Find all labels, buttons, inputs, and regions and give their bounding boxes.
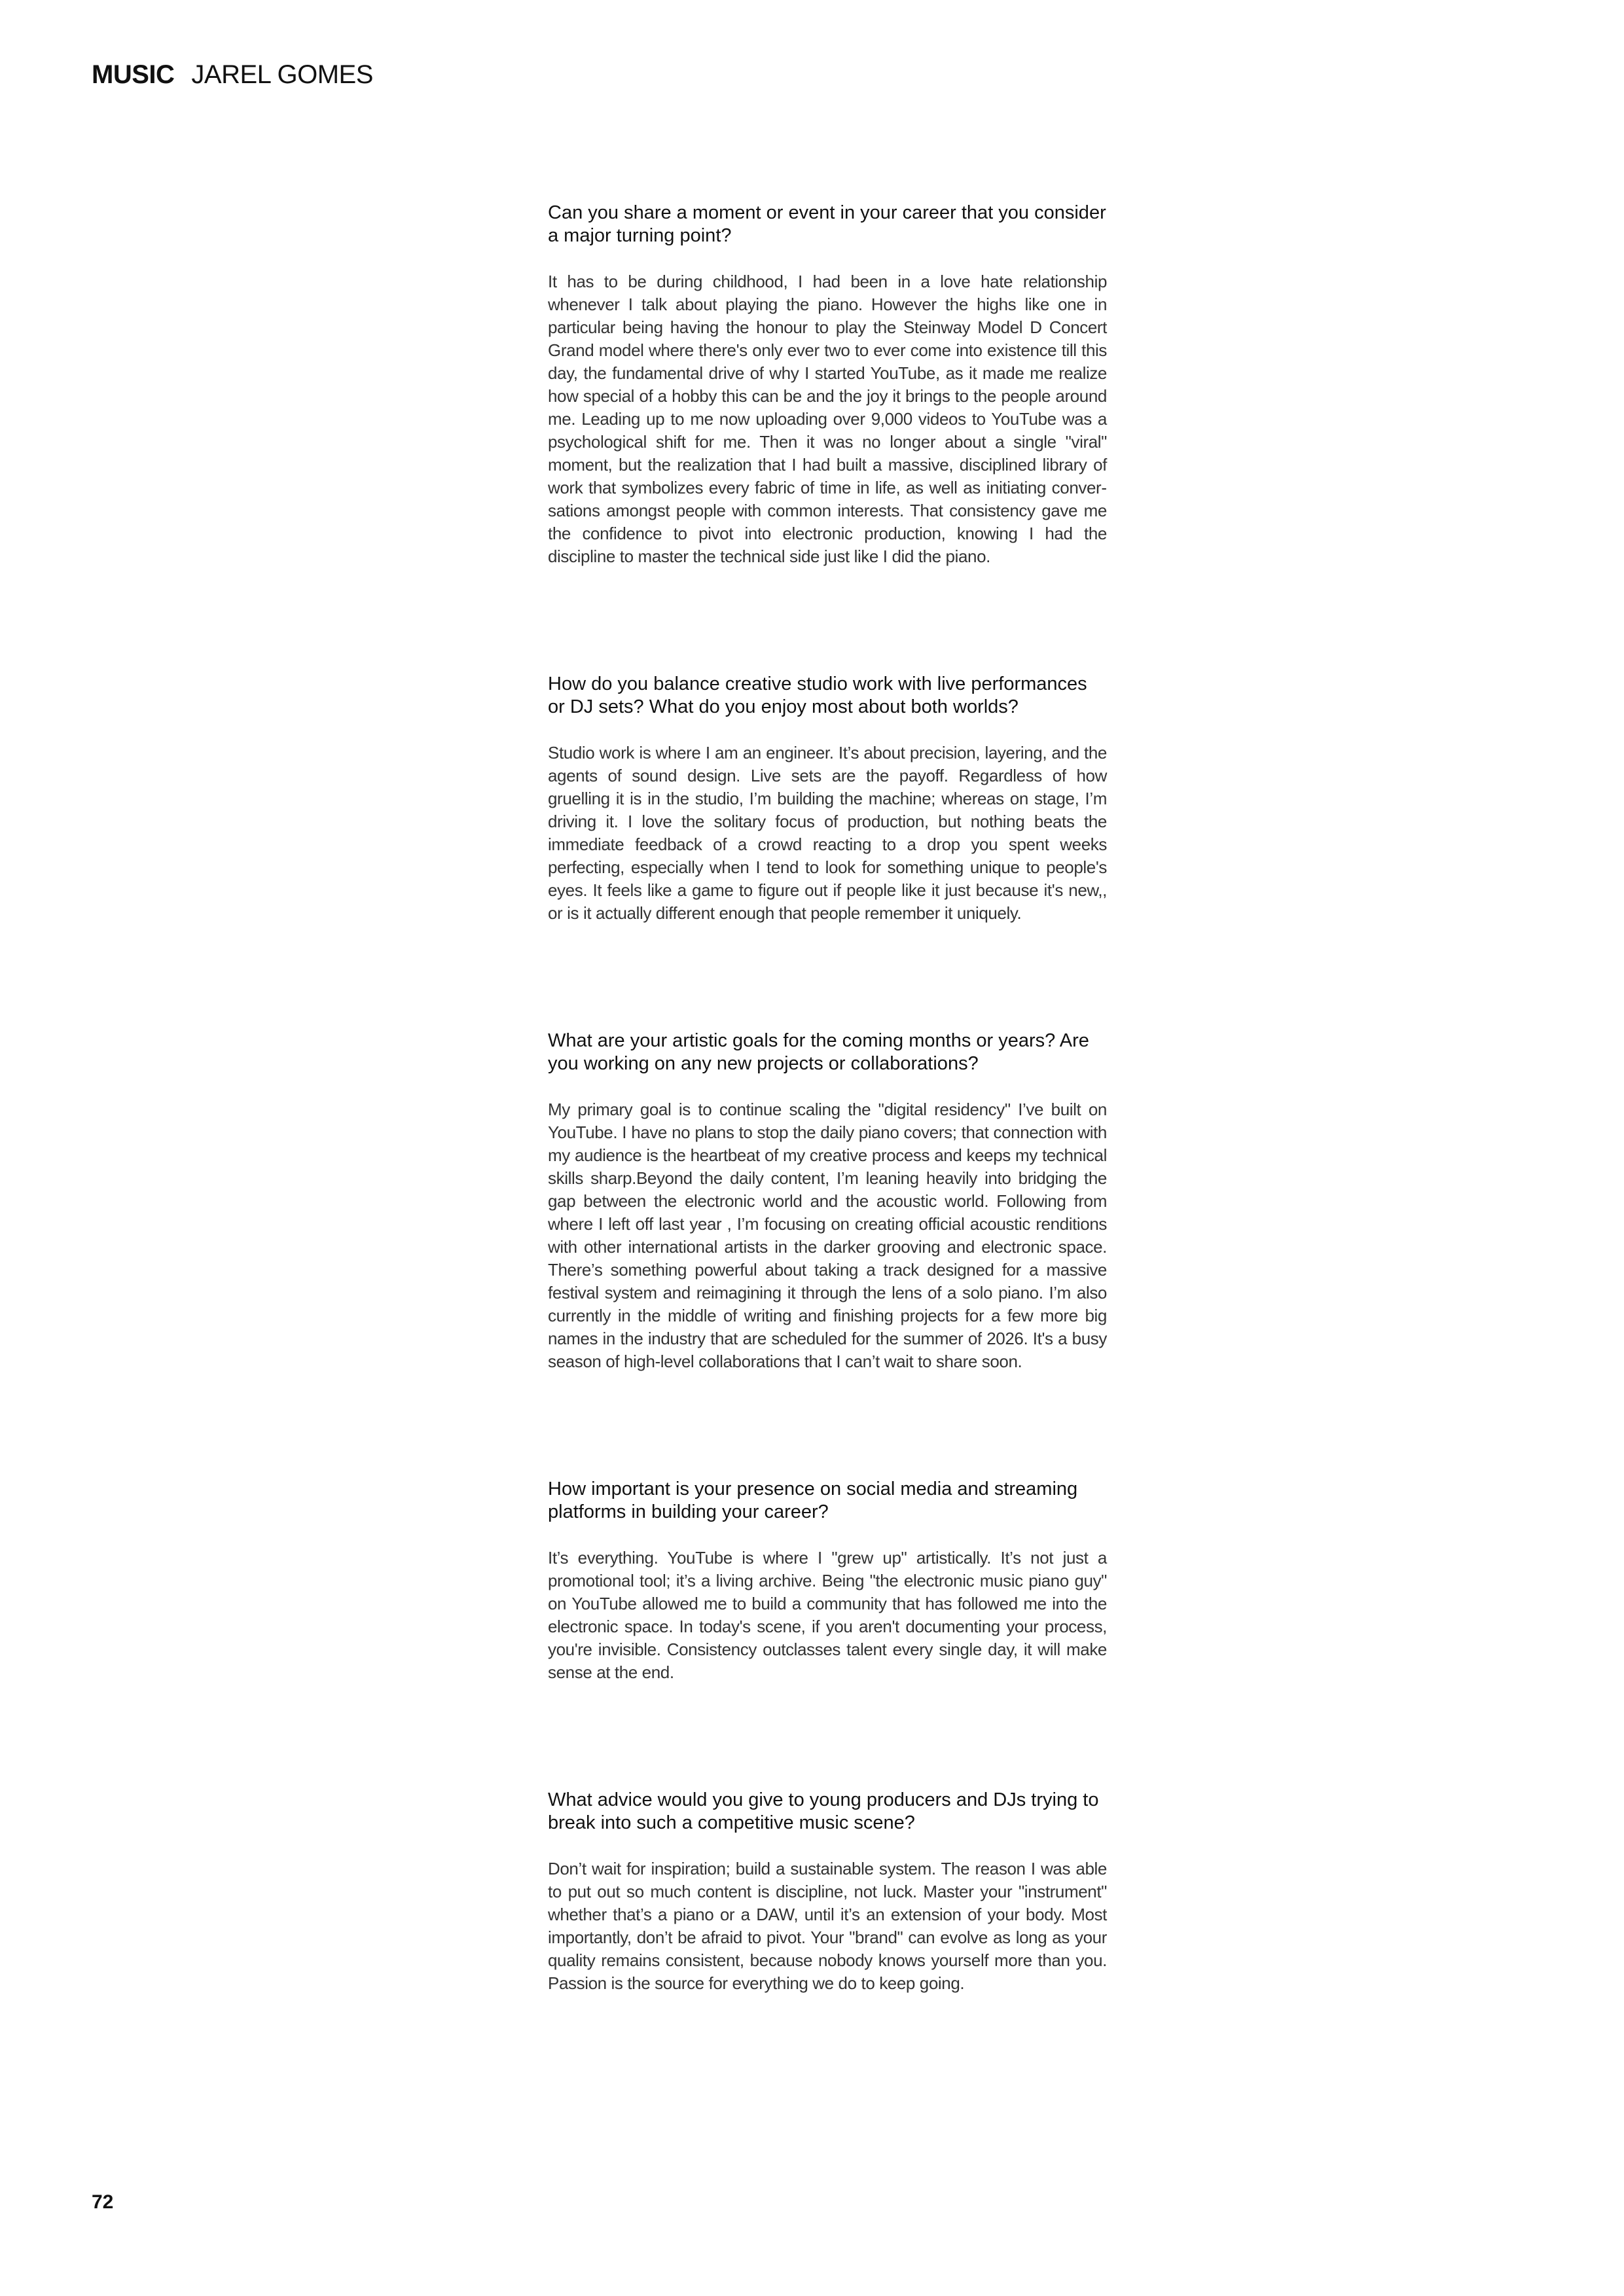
interview-column — [548, 202, 1107, 1995]
interview-answer: It’s everything. YouTube is where I "grew up" artistically. It’s not just a promotional tool; it’s a living archive. Being "the electronic music piano guy" on YouTube allowed me to build a community that has followed me into the electronic space. In today's scene, if you aren't documenting your process, you're invisible. Consistency outclasses talent every single day, it will make sense at the end. — [548, 1548, 1107, 1682]
interview-answer: My primary goal is to continue scaling the "digital residency" I’ve built on YouTube. I have no plans to stop the daily piano covers; that connection with my audience is the heartbeat of my creative process and keeps my technical skills sharp.Beyond the daily content, I’m leaning heavily into bridging the gap between the electronic world and the acoustic world. Following from where I left off last year , I’m focusing on creating official acoustic renditions with other international artists in the darker grooving and electronic space. There’s something powerful about taking a track designed for a massive festival system and reimagining it through the lens of a solo piano. I’m also currently in the middle of writing and finishing projects for a few more big names in the industry that are scheduled for the summer of 2026. It's a busy season of high-level collaborations that I can’t wait to share soon. — [548, 1100, 1107, 1371]
qa-block — [548, 1789, 1107, 1995]
interview-answer: Studio work is where I am an engineer. It’s about precision, layering, and the agents of sound design. Live sets are the payoff. Regardless of how gruelling it is in the studio, I’m building the machine; whereas on stage, I’m driving it. I love the solitary focus of production, but nothing beats the immediate feedback of a crowd reacting to a drop you spent weeks perfecting, especially when I tend to look for something unique to people's eyes. It feels like a game to figure out if people like it just because it's new,, or is it actually different enough that people remember it uniquely. — [548, 743, 1107, 923]
interview-question: How do you balance creative studio work with live performances or DJ sets? What do you enjoy most about both worlds? — [548, 673, 1087, 717]
section-label: MUSIC — [92, 60, 175, 89]
interview-answer: Don’t wait for inspiration; build a sustainable system. The reason I was able to put out so much content is discipline, not luck. Master your "instrument" whether that’s a piano or a DAW, until it’s an extension of your body. Most importantly, don’t be afraid to pivot. Your "brand" can evolve as long as your quality remains consistent, because nobody knows yourself more than you. Passion is the source for everything we do to keep going. — [548, 1859, 1107, 1993]
qa-block — [548, 202, 1107, 568]
interview-question: What are your artistic goals for the coming months or years? Are you working on any new projects or collaborations? — [548, 1030, 1089, 1074]
qa-block — [548, 1478, 1107, 1684]
interview-question: How important is your presence on social media and streaming platforms in building your career? — [548, 1479, 1078, 1522]
interview-question: What advice would you give to young producers and DJs trying to break into such a competitive music scene? — [548, 1789, 1099, 1833]
running-header — [92, 60, 373, 97]
interview-question: Can you share a moment or event in your career that you consider a major turning point? — [548, 202, 1106, 246]
interview-answer: It has to be during childhood, I had been in a love hate relationship whenever I talk about playing the piano. However the highs like one in particular being having the honour to play the Steinway Model D Concert Grand model where there's only ever two to ever come into existence till this day, the fundamental drive of why I started YouTube, as it made me realize how special of a hobby this can be and the joy it brings to the people around me. Leading up to me now uploading over 9,000 videos to YouTube was a psychological shift for me. Then it was no longer about a single "viral" moment, but the realization that I had built a massive, disciplined library of work that symbolizes every fabric of time in life, as well as initiating conversations amongst people with common interests. That consistency gave me the confidence to pivot into electronic production, knowing I had the discipline to master the technical side just like I did the piano. — [548, 272, 1107, 566]
qa-block — [548, 1030, 1107, 1373]
page-number: 72 — [92, 2191, 114, 2213]
qa-block — [548, 673, 1107, 925]
artist-name: JAREL GOMES — [191, 60, 373, 89]
